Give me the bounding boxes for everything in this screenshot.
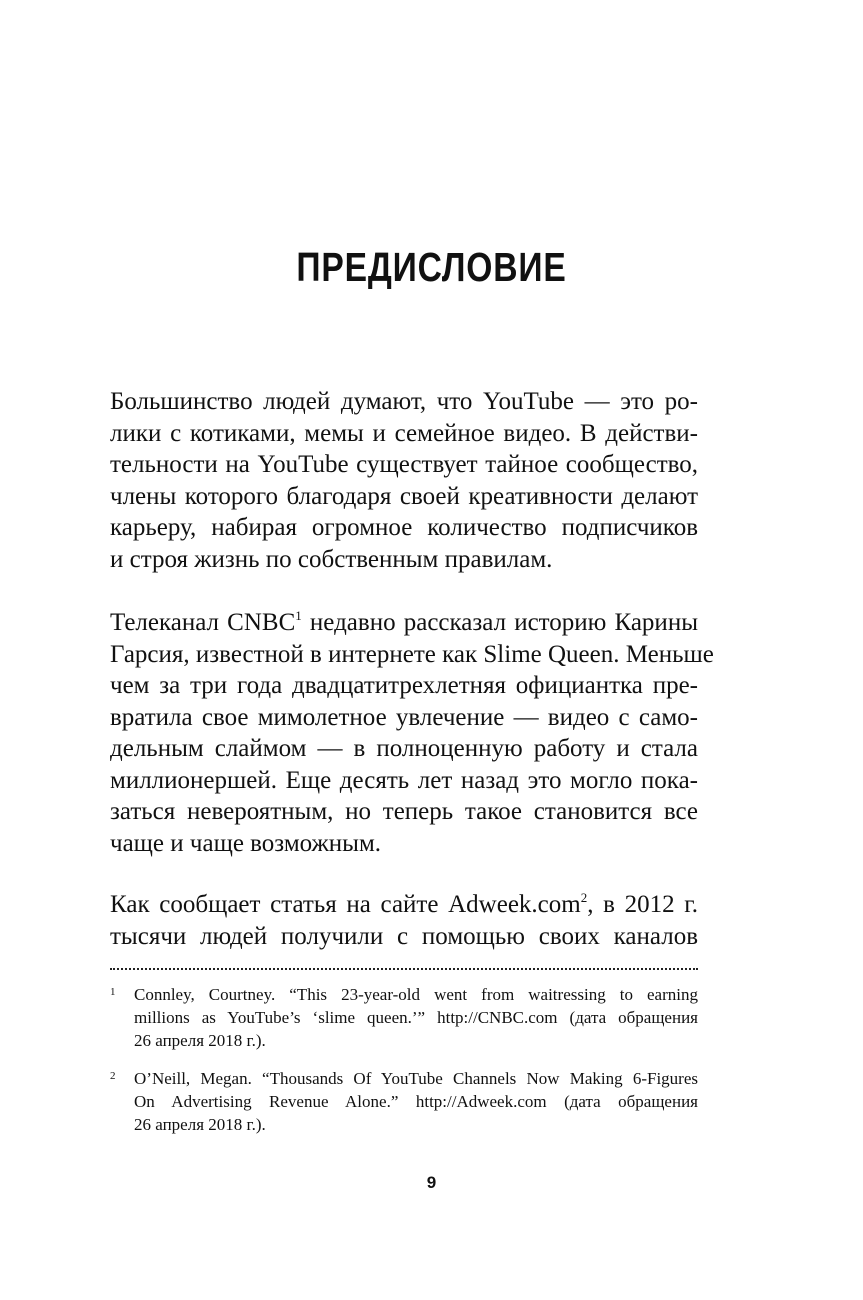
paragraph-line: тысячи людей получили с помощью своих каналов	[110, 922, 698, 950]
footnote-line: 26 апреля 2018 г.).	[134, 1031, 266, 1050]
paragraph-line: Большинство людей думают, что YouTube — это ро-	[110, 388, 698, 415]
footnote-line: On Advertising Revenue Alone.” http://Adweek.com (дата обращения	[134, 1092, 698, 1111]
paragraph-line: лики с котиками, мемы и семейное видео. В действи-	[110, 419, 698, 447]
paragraph-line	[110, 889, 698, 921]
footnote-text	[134, 1067, 698, 1136]
footnote-2	[110, 1067, 698, 1136]
footnote-line: O’Neill, Megan. “Thousands Of YouTube Channels Now Making 6-Figures	[134, 1069, 698, 1088]
footnote-ref-1[interactable]: 1	[295, 608, 302, 623]
paragraph-line: заться невероятным, но теперь такое становится все	[110, 798, 698, 825]
paragraph-text: Как сообщает статья на сайте Adweek.com	[110, 891, 581, 918]
paragraph-1	[110, 386, 698, 575]
paragraph-text: , в 2012 г.	[587, 891, 698, 918]
paragraph-line: члены которого благодаря своей креативности делают	[110, 482, 698, 510]
paragraph-line: вратила свое мимолетное увлечение — видео с само-	[110, 703, 698, 731]
paragraph-line: миллионершей. Еще десять лет назад это могло пока-	[110, 766, 698, 794]
paragraph-3	[110, 889, 698, 952]
footnote-number: 1	[110, 986, 116, 998]
footnote-line: Connley, Courtney. “This 23-year-old went from waitressing to earning	[134, 985, 698, 1004]
paragraph-line: карьеру, набирая огромное количество подписчиков	[110, 514, 698, 541]
paragraph-line: чем за три года двадцатитрехлетняя официантка пре-	[110, 672, 698, 699]
footnote-text	[134, 983, 698, 1052]
page-title: ПРЕДИСЛОВИЕ	[296, 244, 567, 290]
footnote-ref-2[interactable]: 2	[580, 890, 588, 905]
paragraph-line: дельным слаймом — в полноценную работу и стала	[110, 735, 698, 762]
paragraph-text: недавно рассказал историю Карины	[301, 609, 698, 636]
paragraph-line: тельности на YouTube существует тайное сообщество,	[110, 451, 698, 478]
paragraph-2	[110, 607, 714, 859]
page-number: 9	[426, 1173, 437, 1192]
footnote-number: 2	[110, 1070, 116, 1082]
paragraph-text: Телеканал CNBC	[110, 609, 296, 636]
footnote-line: millions as YouTube’s ‘slime queen.’” http://CNBC.com (дата обращения	[134, 1008, 698, 1027]
paragraph-line: чаще и чаще возможным.	[110, 829, 382, 857]
paragraph-line: и строя жизнь по собственным правилам.	[110, 545, 553, 573]
paragraph-line: Гарсия, известной в интернете как Slime Queen. Меньше	[110, 640, 714, 668]
footnote-1	[110, 983, 698, 1052]
paragraph-line	[110, 607, 698, 639]
footnote-line: 26 апреля 2018 г.).	[134, 1115, 266, 1134]
footnote-divider	[110, 968, 698, 970]
